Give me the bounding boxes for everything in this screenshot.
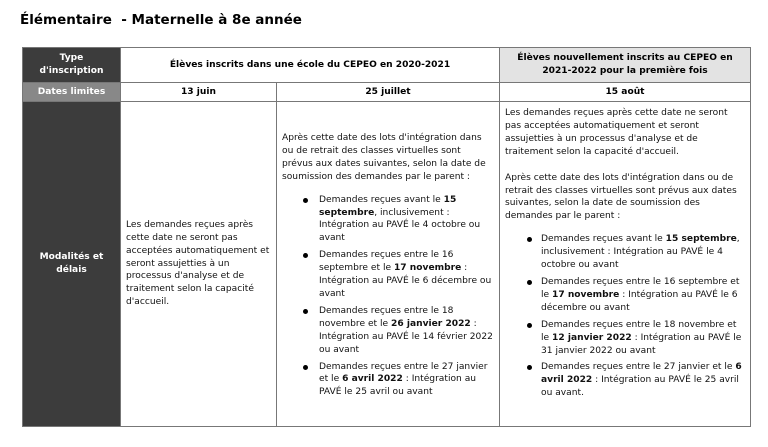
- table-modalities-row: [23, 102, 751, 427]
- col3-intro: Après cette date des lots d'intégration dans ou de retrait des classes virtuelles sont prévus aux dates suivantes, selon la date de soumission des demandes par le parent :: [505, 172, 737, 222]
- deadline-date: 17 novembre: [552, 289, 620, 300]
- item-text: : Intégration au PAVÉ le 6 décembre ou avant: [319, 263, 492, 299]
- item-text: : Intégration au PAVÉ le 25 avril ou avant.: [541, 375, 739, 399]
- item-text: Demandes reçues entre le 16 septembre et le: [319, 250, 454, 274]
- col2-cell: [277, 102, 500, 427]
- col1-text: Les demandes reçues après cette date ne seront pas acceptées automatiquement et seront assujetties à un processus d'analyse et de traitement selon la capacité d'accueil.: [126, 219, 270, 308]
- date-2: 25 juillet: [277, 83, 500, 102]
- bullet-icon: [527, 280, 532, 285]
- item-text: Demandes reçues avant le: [541, 234, 666, 245]
- item-text: Demandes reçues entre le 27 janvier et le: [541, 362, 736, 373]
- item-text: Demandes reçues avant le: [319, 194, 444, 205]
- item-text: : Intégration au PAVÉ le 25 avril ou avant: [319, 374, 477, 398]
- modalities-label: Modalités et délais: [23, 102, 121, 427]
- item-text: Demandes reçues entre le 18 novembre et le: [319, 305, 454, 329]
- list-item: [282, 361, 493, 400]
- page-title: Élémentaire - Maternelle à 8e année: [20, 12, 302, 28]
- bullet-icon: [303, 198, 308, 203]
- col3-list: [505, 233, 742, 400]
- col1-cell: [121, 102, 277, 427]
- deadline-date: 15 septembre: [665, 234, 737, 245]
- header-new-students: Élèves nouvellement inscrits au CEPEO en 2021-2022 pour la première fois: [500, 48, 751, 83]
- date-3: 15 août: [500, 83, 751, 102]
- deadline-date: 12 janvier 2022: [552, 332, 632, 343]
- deadline-date: 6 avril 2022: [541, 362, 742, 386]
- bullet-icon: [527, 323, 532, 328]
- item-text: : Intégration au PAVÉ le 6 décembre ou avant: [541, 289, 738, 313]
- deadline-date: 6 avril 2022: [342, 374, 403, 385]
- col3-cell: [500, 102, 751, 427]
- table-header-row: [23, 48, 751, 83]
- list-item: [505, 319, 742, 358]
- col2-intro: Après cette date des lots d'intégration dans ou de retrait des classes virtuelles sont prévus aux dates suivantes, selon la date de soumission des demandes par le parent :: [282, 133, 486, 182]
- date-1: 13 juin: [121, 83, 277, 102]
- item-text: Demandes reçues entre le 16 septembre et le: [541, 276, 740, 300]
- header-type-inscription: Type d'inscription: [23, 48, 121, 83]
- list-item: [282, 194, 493, 246]
- col3-text: Les demandes reçues après cette date ne seront pas acceptées automatiquement et seront assujetties à un processus d'analyse et de traitement selon la capacité d'accueil.: [505, 108, 728, 157]
- list-item: [282, 305, 493, 357]
- table-dates-row: [23, 83, 751, 102]
- list-item: [505, 361, 742, 400]
- enrollment-table: [22, 47, 751, 427]
- deadline-date: 26 janvier 2022: [391, 318, 471, 329]
- item-text: : Intégration au PAVÉ le 31 janvier 2022 ou avant: [541, 332, 742, 356]
- list-item: [505, 233, 742, 272]
- bullet-icon: [303, 365, 308, 370]
- deadline-date: 17 novembre: [393, 263, 462, 274]
- item-text: , inclusivement : Intégration au PAVÉ le 4 octobre ou avant: [541, 234, 740, 271]
- bullet-icon: [527, 237, 532, 242]
- list-item: [282, 249, 493, 301]
- bullet-icon: [527, 365, 532, 370]
- col2-list: [282, 194, 493, 400]
- bullet-icon: [303, 253, 308, 258]
- item-text: Demandes reçues entre le 27 janvier et le: [319, 361, 488, 385]
- header-current-students: Élèves inscrits dans une école du CEPEO en 2020-2021: [121, 48, 500, 83]
- item-text: Demandes reçues entre le 18 novembre et le: [541, 319, 737, 343]
- list-item: [505, 276, 742, 315]
- item-text: : Intégration au PAVÉ le 14 février 2022 ou avant: [319, 318, 493, 355]
- bullet-icon: [303, 309, 308, 314]
- dates-label: Dates limites: [23, 83, 121, 102]
- item-text: , inclusivement : Intégration au PAVÉ le 4 octobre ou avant: [319, 207, 481, 244]
- deadline-date: 15 septembre: [319, 194, 457, 218]
